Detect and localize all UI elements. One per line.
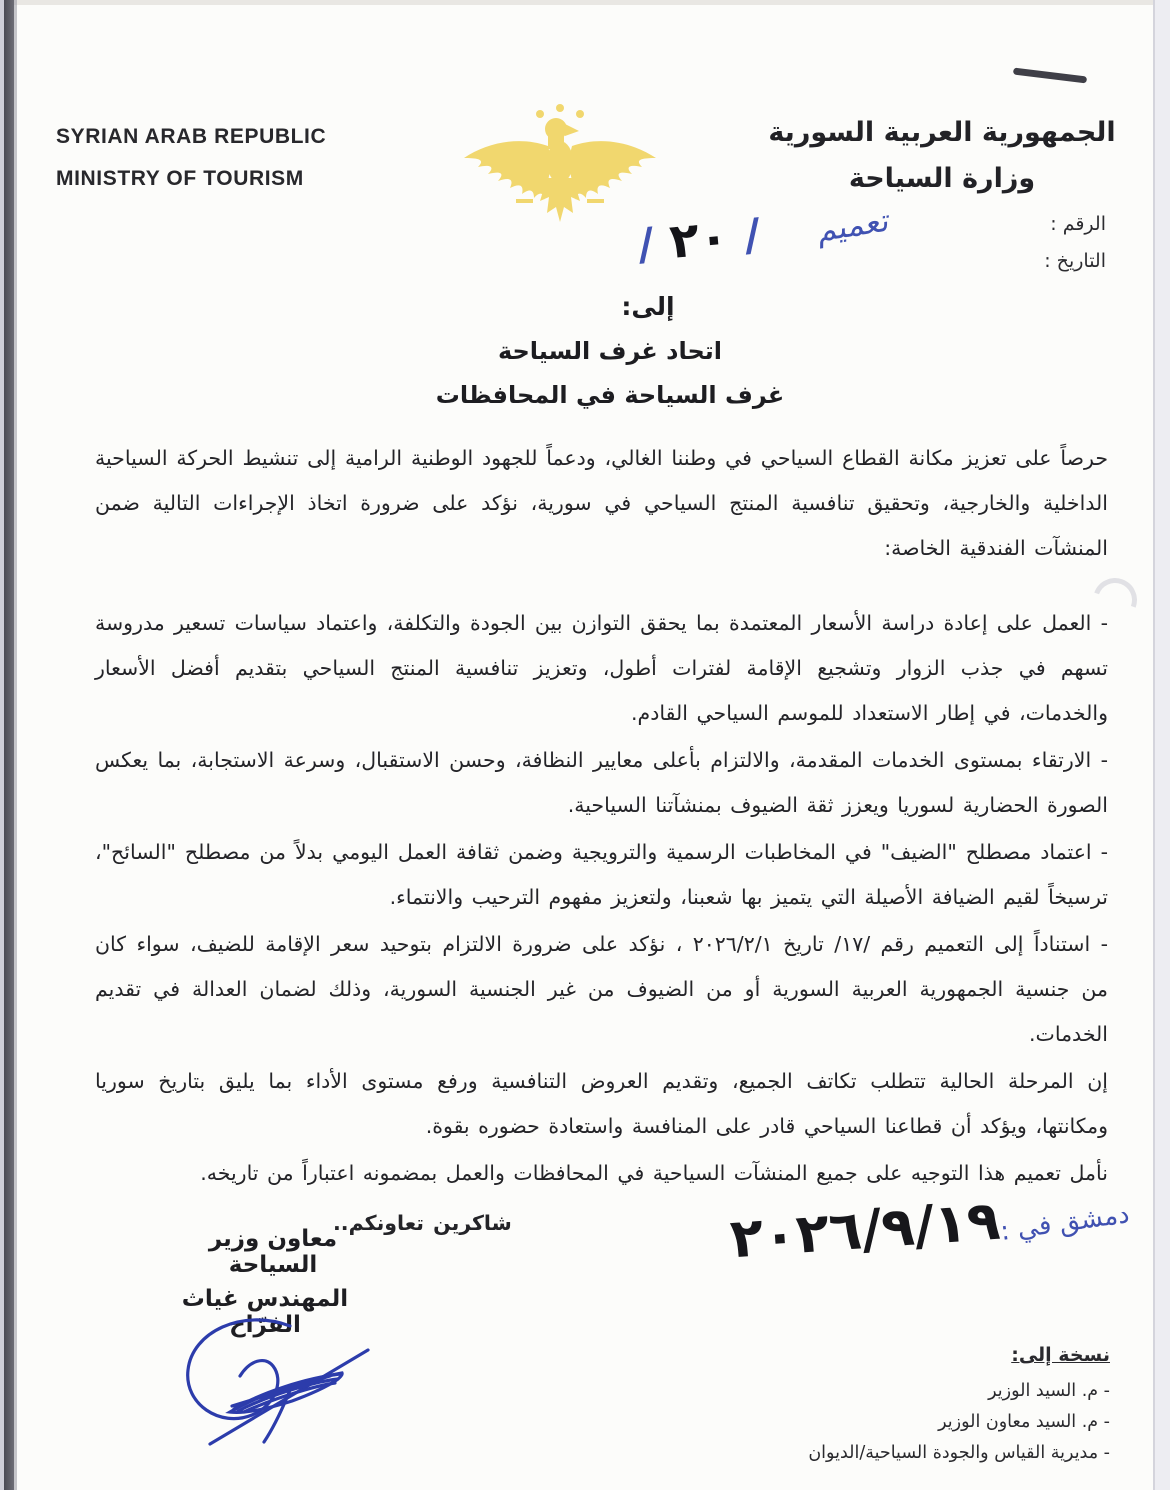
letter-body <box>95 436 1108 1246</box>
ref-date-label: التاريخ : <box>1044 250 1106 272</box>
bullet-item: - اعتماد مصطلح "الضيف" في المخاطبات الرسمية والترويجية وضمن ثقافة العمل اليومي بدلاً من مصطلح "السائح"، ترسيخاً لقيم الضيافة الأصيلة التي يتميز بها شعبنا، ولتعزيز مفهوم الترحيب والانتماء. <box>95 840 1108 909</box>
bullet-item: - الارتقاء بمستوى الخدمات المقدمة، والالتزام بأعلى معايير النظافة، وحسن الاستقبال، وسرعة الاستجابة، بما يعكس الصورة الحضارية لسوريا ويعزز ثقة الضيوف بمنشآتنا السياحية. <box>95 748 1108 817</box>
recipient-block <box>285 292 935 410</box>
arabic-ministry-label: وزارة السياحة <box>848 163 1036 194</box>
scan-top-edge <box>0 0 1170 5</box>
handwritten-slash: / <box>635 218 657 271</box>
star-dot-icon <box>536 110 544 118</box>
copies-item: - مديرية القياس والجودة السياحية/الديوان <box>808 1443 1110 1463</box>
recipient-line1: اتحاد غرف السياحة <box>497 337 723 365</box>
header-english <box>56 116 326 200</box>
thanks-line: شاكرين تعاونكم.. <box>333 1211 512 1235</box>
scan-left-edge-fade <box>14 0 17 1490</box>
closing-paragraph-1: إن المرحلة الحالية تتطلب تكاتف الجميع، وتقديم العروض التنافسية ورفع مستوى الأداء بما يليق بتاريخ سوريا ومكانتها، ويؤكد أن قطاعنا السياحي قادر على المنافسة واستعادة حضوره بقوة. <box>95 1069 1108 1138</box>
closing-paragraph-2: نأمل تعميم هذا التوجيه على جميع المنشآت السياحية في المحافظات والعمل بمضمونه اعتباراً من تاريخه. <box>200 1161 1108 1185</box>
copies-item: - م. السيد معاون الوزير <box>938 1412 1110 1432</box>
star-dot-icon <box>576 110 584 118</box>
arabic-republic-label: الجمهورية العربية السورية <box>768 117 1116 148</box>
damascus-date-label: دمشق في : <box>998 1199 1132 1247</box>
reference-block <box>1044 206 1106 280</box>
english-ministry-label: MINISTRY OF TOURISM <box>56 167 304 190</box>
recipient-line2: غرف السياحة في المحافظات <box>435 381 785 409</box>
bullet-item: - استناداً إلى التعميم رقم /١٧/ تاريخ ٢٠٢٦/٢/١ ، نؤكد على ضرورة الالتزام بتوحيد سعر الإقامة للضيف، سواء كان من جنسية الجمهورية العربية السورية أو من الضيوف من غير الجنسية السورية، وذلك لضمان العدالة في تقديم الخدمات. <box>95 932 1108 1046</box>
header-arabic <box>768 110 1116 202</box>
scan-right-edge <box>1155 0 1170 1490</box>
intro-paragraph: حرصاً على تعزيز مكانة القطاع السياحي في وطننا الغالي، ودعماً للجهود الوطنية الرامية إلى تنشيط الحركة السياحية الداخلية والخارجية، وتحقيق تنافسية المنتج السياحي في سورية، نؤكد على ضرورة اتخاذ الإجراءات التالية ضمن المنشآت الفندقية الخاصة: <box>95 446 1108 560</box>
copies-item: - م. السيد الوزير <box>988 1381 1110 1401</box>
to-label: إلى: <box>621 292 675 321</box>
ref-number-label: الرقم : <box>1050 213 1106 235</box>
ink-stroke-mark <box>1013 68 1087 84</box>
scan-left-edge-line <box>4 0 14 1490</box>
scan-right-edge-line <box>1153 0 1155 1490</box>
bullet-item: - العمل على إعادة دراسة الأسعار المعتمدة بما يحقق التوازن بين الجودة والتكلفة، واعتماد سياسات تسعير مدروسة تسهم في جذب الزوار وتشجيع الإقامة لفترات أطول، وتعزيز تنافسية المنتج السياحي بتقديم أفضل الأسعار والخدمات، في إطار الاستعداد للموسم السياحي القادم. <box>95 611 1108 725</box>
signature-scribble <box>172 1312 382 1451</box>
handwritten-slash: / <box>741 208 763 261</box>
handwritten-doc-type: تعميم <box>817 202 890 250</box>
copies-label: نسخة إلى: <box>1011 1344 1110 1366</box>
signatory-name: المهندس غياث الفرّاح <box>181 1286 349 1338</box>
english-republic-label: SYRIAN ARAB REPUBLIC <box>56 125 327 148</box>
handwritten-date: ٢٠٢٦/٩/١٩ <box>728 1188 1003 1271</box>
copies-block <box>808 1344 1110 1469</box>
deputy-minister-title: معاون وزير السياحة <box>208 1226 338 1278</box>
golden-eagle-icon <box>460 100 675 235</box>
star-dot-icon <box>556 104 564 112</box>
handwritten-doc-number: ٢٠ <box>667 209 731 270</box>
